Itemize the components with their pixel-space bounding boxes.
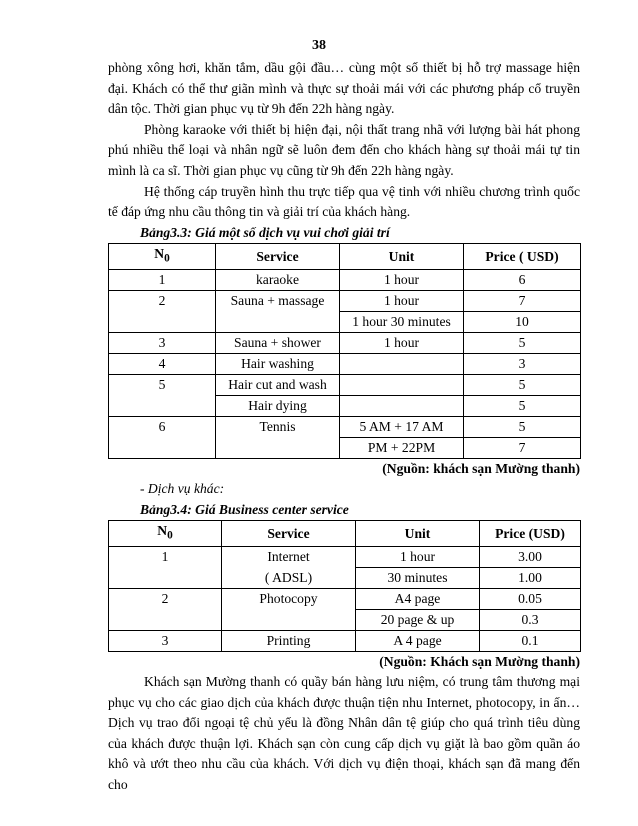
header-service: Service [222,521,356,547]
cell: A 4 page [356,630,480,651]
cell [109,312,216,333]
table-row [109,588,581,609]
table-row [109,312,581,333]
cell [340,354,464,375]
table-row [109,609,581,630]
cell: Photocopy [222,588,356,609]
table-row [109,546,581,567]
header-unit: Unit [340,244,464,270]
cell [109,609,222,630]
paragraph-sauna: phòng xông hơi, khăn tắm, dầu gội đầu… cùng một số thiết bị hỗ trợ massage hiện đại. Khách có thể thư giãn mình và thực sự thoải mái với các phương pháp cổ truyền dân tộc. Thời gian phục vụ từ 9h đến 22h hàng ngày. [108,60,580,117]
cell: 5 [464,417,581,438]
table-row [109,270,581,291]
cell [340,396,464,417]
cell [109,438,216,459]
cell: 2 [109,588,222,609]
header-no-sub: 0 [164,253,170,266]
cell: 5 AM + 17 AM [340,417,464,438]
cell: 5 [464,396,581,417]
header-service: Service [216,244,340,270]
cell [340,375,464,396]
cell: Tennis [216,417,340,438]
cell: Hair washing [216,354,340,375]
cell: 0.3 [480,609,581,630]
cell: 1 hour [356,546,480,567]
table-row [109,396,581,417]
page-number: 38 [312,38,326,53]
cell: 5 [109,375,216,396]
business-center-price-table [108,520,581,652]
cell: ( ADSL) [222,567,356,588]
table1-caption: Bảng3.3: Giá một số dịch vụ vui chơi giải trí [140,224,390,240]
cell: 5 [464,375,581,396]
paragraph-services: Khách sạn Mường thanh có quầy bán hàng lưu niệm, có trung tâm thương mại phục vụ cho các giao dịch của khách được thuận tiện nhu Internet, photocopy, in ấn… Dịch vụ trao đổi ngoại tệ chủ yếu là đồng Nhân dân tệ giúp cho quá trình tiêu dùng của khách được thuận lợi. Khách sạn còn cung cấp dịch vụ giặt là bao gồm quần áo khô và ướt theo nhu cầu của khách. Với dịch vụ điện thoại, khách sạn đã mang đến cho [108,673,580,792]
cell [216,438,340,459]
cell: Sauna + shower [216,333,340,354]
cell: 20 page & up [356,609,480,630]
table-header-row [109,244,581,270]
table-row [109,438,581,459]
cell: 1 hour 30 minutes [340,312,464,333]
table-row [109,354,581,375]
cell: 3.00 [480,546,581,567]
cell: 3 [109,333,216,354]
header-no-sub: 0 [167,529,173,542]
table1-source: (Nguồn: khách sạn Mường thanh) [382,461,580,477]
cell: 5 [464,333,581,354]
cell: PM + 22PM [340,438,464,459]
cell: 0.1 [480,630,581,651]
cell [109,567,222,588]
header-price: Price (USD) [480,521,581,547]
cell: karaoke [216,270,340,291]
cell: 6 [109,417,216,438]
header-no: $N_0$ [109,521,222,547]
cell: 1 [109,546,222,567]
cell: 6 [464,270,581,291]
paragraph-karaoke: Phòng karaoke với thiết bị hiện đại, nội thất trang nhã với lượng bài hát phong phú nhiều thể loại và nhân ngữ sẽ luôn đem đến cho khách hàng sự thoải mái tự tin mình là ca sĩ. Thời gian phục vụ cũng từ 9h đến 22h hàng ngày. [108,121,580,178]
table2-source: (Nguồn: Khách sạn Mường thanh) [379,653,580,669]
header-no: $N_0$ [109,244,216,270]
table2-caption: Bảng3.4: Giá Business center service [140,501,349,517]
cell: A4 page [356,588,480,609]
cell: 1 hour [340,333,464,354]
cell: 0.05 [480,588,581,609]
cell [109,396,216,417]
cell: 4 [109,354,216,375]
cell: 10 [464,312,581,333]
cell: 30 minutes [356,567,480,588]
cell: 3 [109,630,222,651]
cell: 1 hour [340,270,464,291]
cell: 7 [464,438,581,459]
cell: Hair cut and wash [216,375,340,396]
table-row [109,417,581,438]
cell: 2 [109,291,216,312]
header-price: Price ( USD) [464,244,581,270]
cell: 1 hour [340,291,464,312]
table-row [109,333,581,354]
table-row [109,630,581,651]
table-row [109,375,581,396]
cell: 3 [464,354,581,375]
cell: Internet [222,546,356,567]
cell: 1.00 [480,567,581,588]
table-header-row [109,521,581,547]
table-row [109,291,581,312]
table-row [109,567,581,588]
cell: Printing [222,630,356,651]
cell: 1 [109,270,216,291]
paragraph-cable-tv: Hệ thống cáp truyền hình thu trực tiếp qua vệ tinh với nhiều chương trình quốc tế đáp ứng nhu cầu thông tin và giải trí của khách hàng. [108,183,580,220]
cell: 7 [464,291,581,312]
page-content [108,58,580,796]
entertainment-price-table [108,243,581,459]
header-unit: Unit [356,521,480,547]
subheading-other-services: - Dịch vụ khác: [140,481,225,497]
cell [222,609,356,630]
cell: Hair dying [216,396,340,417]
cell [216,312,340,333]
cell: Sauna + massage [216,291,340,312]
